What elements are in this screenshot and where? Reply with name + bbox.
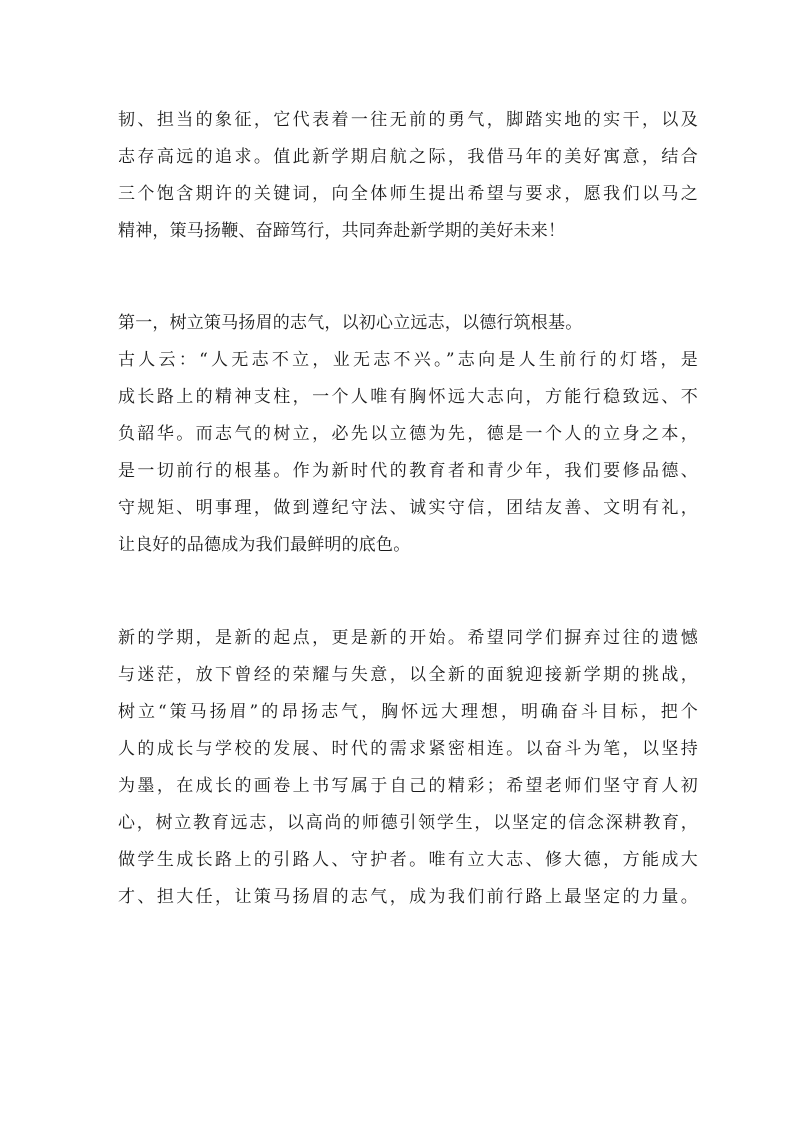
section-heading: 第一，树立策马扬眉的志气，以初心立远志，以德行筑根基。 xyxy=(118,313,583,333)
text-line: 三个饱含期许的关键词，向全体师生提出希望与要求，愿我们以马之 xyxy=(118,184,698,204)
text-line: 心，树立教育远志，以高尚的师德引领学生，以坚定的信念深耕教育， xyxy=(118,813,698,833)
text-line: 做学生成长路上的引路人、守护者。唯有立大志、修大德，方能成大 xyxy=(118,850,698,870)
text-line: 是一切前行的根基。作为新时代的教育者和青少年，我们要修品德、 xyxy=(118,461,698,481)
text-line: 成长路上的精神支柱，一个人唯有胸怀远大志向，方能行稳致远、不 xyxy=(118,387,698,407)
text-line: 古人云：“人无志不立，业无志不兴。”志向是人生前行的灯塔，是 xyxy=(118,350,698,370)
text-line: 树立“策马扬眉”的昂扬志气，胸怀远大理想，明确奋斗目标，把个 xyxy=(118,702,698,722)
text-line: 韧、担当的象征，它代表着一往无前的勇气，脚踏实地的实干，以及 xyxy=(118,110,698,130)
text-line: 负韶华。而志气的树立，必先以立德为先，德是一个人的立身之本， xyxy=(118,424,698,444)
text-line: 精神，策马扬鞭、奋蹄笃行，共同奔赴新学期的美好未来！ xyxy=(118,221,566,241)
text-line: 为墨，在成长的画卷上书写属于自己的精彩；希望老师们坚守育人初 xyxy=(118,776,698,796)
text-line: 让良好的品德成为我们最鲜明的底色。 xyxy=(118,535,411,555)
text-line: 才、担大任，让策马扬眉的志气，成为我们前行路上最坚定的力量。 xyxy=(118,887,698,907)
text-line: 与迷茫，放下曾经的荣耀与失意，以全新的面貌迎接新学期的挑战， xyxy=(118,665,698,685)
text-line: 志存高远的追求。值此新学期启航之际，我借马年的美好寓意，结合 xyxy=(118,147,698,167)
text-line: 人的成长与学校的发展、时代的需求紧密相连。以奋斗为笔，以坚持 xyxy=(118,739,698,759)
text-line: 新的学期，是新的起点，更是新的开始。希望同学们摒弃过往的遗憾 xyxy=(118,628,698,648)
text-line: 守规矩、明事理，做到遵纪守法、诚实守信，团结友善、文明有礼， xyxy=(118,498,698,518)
